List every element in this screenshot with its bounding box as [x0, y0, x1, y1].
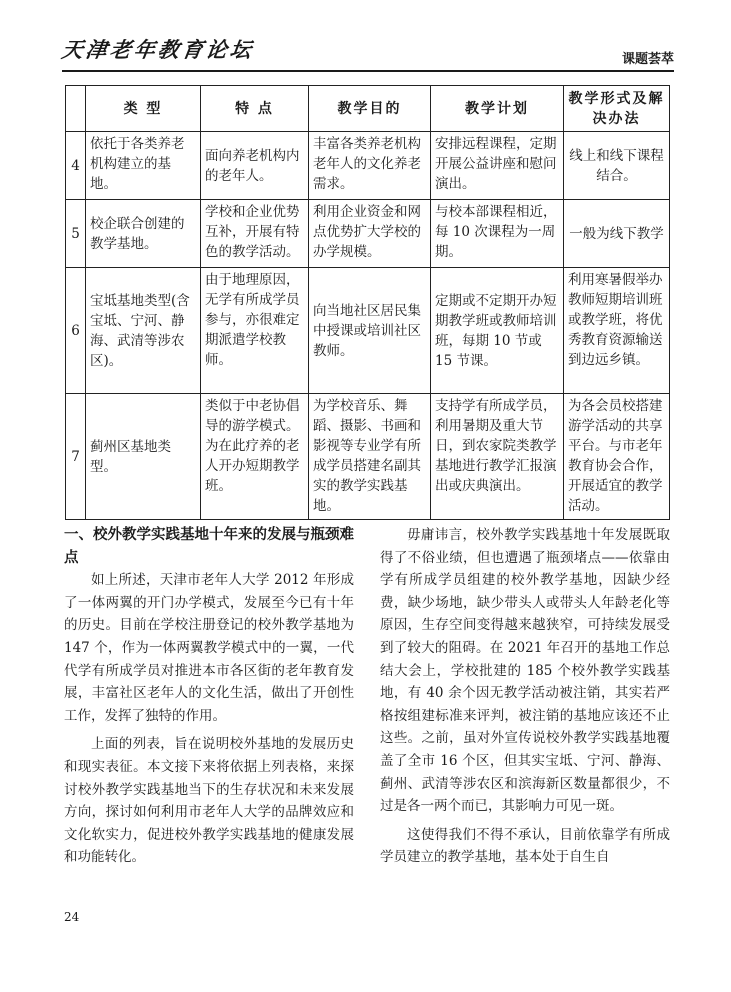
table-row	[66, 132, 670, 200]
cell-method: 线上和线下课程结合。	[564, 132, 670, 200]
section-label: 课题荟萃	[621, 52, 674, 67]
cell-type: 宝坻基地类型(含宝坻、宁河、静海、武清等涉农区)。	[86, 268, 201, 394]
cell-plan: 定期或不定期开办短期教学班或教师培训班，每期 10 节或 15 节课。	[431, 268, 564, 394]
body-paragraph: 如上所述，天津市老年人大学 2012 年形成了一体两翼的开门办学模式，发展至今已有十年的历史。目前在学校注册登记的校外教学基地为 147 个，作为一体两翼教学模式中的一翼，一代代学有所成学员对推进本市各区街的老年教育发展，丰富社区老年人的文化生活，做出了开创性工作，发挥了独特的作用。	[64, 572, 354, 724]
row-num: 5	[66, 200, 86, 268]
header-num	[66, 86, 86, 132]
cell-method: 为各会员校搭建游学活动的共享平台。与市老年教育协会合作，开展适宜的教学活动。	[564, 394, 670, 520]
header-plan: 教学计划	[431, 86, 564, 132]
cell-plan: 安排远程课程，定期开展公益讲座和慰问演出。	[431, 132, 564, 200]
cell-feature: 由于地理原因，无学有所成学员参与，亦很难定期派遣学校教师。	[201, 268, 309, 394]
header-feature: 特 点	[201, 86, 309, 132]
row-num: 6	[66, 268, 86, 394]
cell-type: 依托于各类养老机构建立的基地。	[86, 132, 201, 200]
masthead	[62, 34, 674, 76]
table-header-row	[66, 86, 670, 132]
row-num: 7	[66, 394, 86, 520]
cell-purpose: 利用企业资金和网点优势扩大学校的办学规模。	[309, 200, 431, 268]
header-type: 类 型	[86, 86, 201, 132]
cell-purpose: 向当地社区居民集中授课或培训社区教师。	[309, 268, 431, 394]
table-row	[66, 200, 670, 268]
header-rule	[62, 70, 674, 72]
article-left-column	[64, 524, 354, 869]
body-paragraph: 毋庸讳言，校外教学实践基地十年发展既取得了不俗业绩，但也遭遇了瓶颈堵点——依靠由学有所成学员组建的校外教学基地，因缺少经费，缺少场地，缺少带头人或带头人年龄老化等原因，生存空间变得越来越狭窄，可持续发展受到了较大的阻碍。在 2021 年召开的基地工作总结大会上，学校批建的 185 个校外教学实践基地，有 40 余个因无教学活动被注销，其实若严格按组建标准来评判，被注销的基地应该还不止这些。之前，虽对外宣传说校外教学实践基地覆盖了全市 16 个区，但其实宝坻、宁河、静海、蓟州、武清等涉农区和滨海新区数量都很少，不过是各一两个而已，其影响力可见一斑。	[380, 527, 670, 815]
cell-method: 一般为线下教学	[564, 200, 670, 268]
page-number: 24	[64, 910, 80, 924]
cell-feature: 学校和企业优势互补，开展有特色的教学活动。	[201, 200, 309, 268]
table-row	[66, 394, 670, 520]
cell-method: 利用寒暑假举办教师短期培训班或教学班，将优秀教育资源输送到边远乡镇。	[564, 268, 670, 394]
body-paragraph: 这使得我们不得不承认，目前依靠学有所成学员建立的教学基地，基本处于自生自	[380, 826, 670, 866]
section-heading: 一、校外教学实践基地十年来的发展与瓶颈难点	[64, 526, 354, 566]
cell-feature: 类似于中老协倡导的游学模式。为在此疗养的老人开办短期教学班。	[201, 394, 309, 520]
row-num: 4	[66, 132, 86, 200]
header-method: 教学形式及解决办法	[564, 86, 670, 132]
journal-logo: 天津老年教育论坛	[60, 37, 256, 62]
cell-feature: 面向养老机构内的老年人。	[201, 132, 309, 200]
cell-purpose: 为学校音乐、舞蹈、摄影、书画和影视等专业学有所成学员搭建名副其实的教学实践基地。	[309, 394, 431, 520]
base-types-table	[65, 85, 670, 520]
cell-plan: 支持学有所成学员，利用暑期及重大节日，到农家院类教学基地进行教学汇报演出或庆典演出。	[431, 394, 564, 520]
cell-purpose: 丰富各类养老机构老年人的文化养老需求。	[309, 132, 431, 200]
article-right-column	[380, 524, 670, 869]
header-purpose: 教学目的	[309, 86, 431, 132]
cell-type: 蓟州区基地类型。	[86, 394, 201, 520]
cell-plan: 与校本部课程相近，每 10 次课程为一周期。	[431, 200, 564, 268]
body-paragraph: 上面的列表，旨在说明校外基地的发展历史和现实表征。本文接下来将依据上列表格，来探讨校外教学实践基地当下的生存状况和未来发展方向，探讨如何利用市老年人大学的品牌效应和文化软实力，促进校外教学实践基地的健康发展和功能转化。	[64, 736, 354, 866]
cell-type: 校企联合创建的教学基地。	[86, 200, 201, 268]
table-row	[66, 268, 670, 394]
